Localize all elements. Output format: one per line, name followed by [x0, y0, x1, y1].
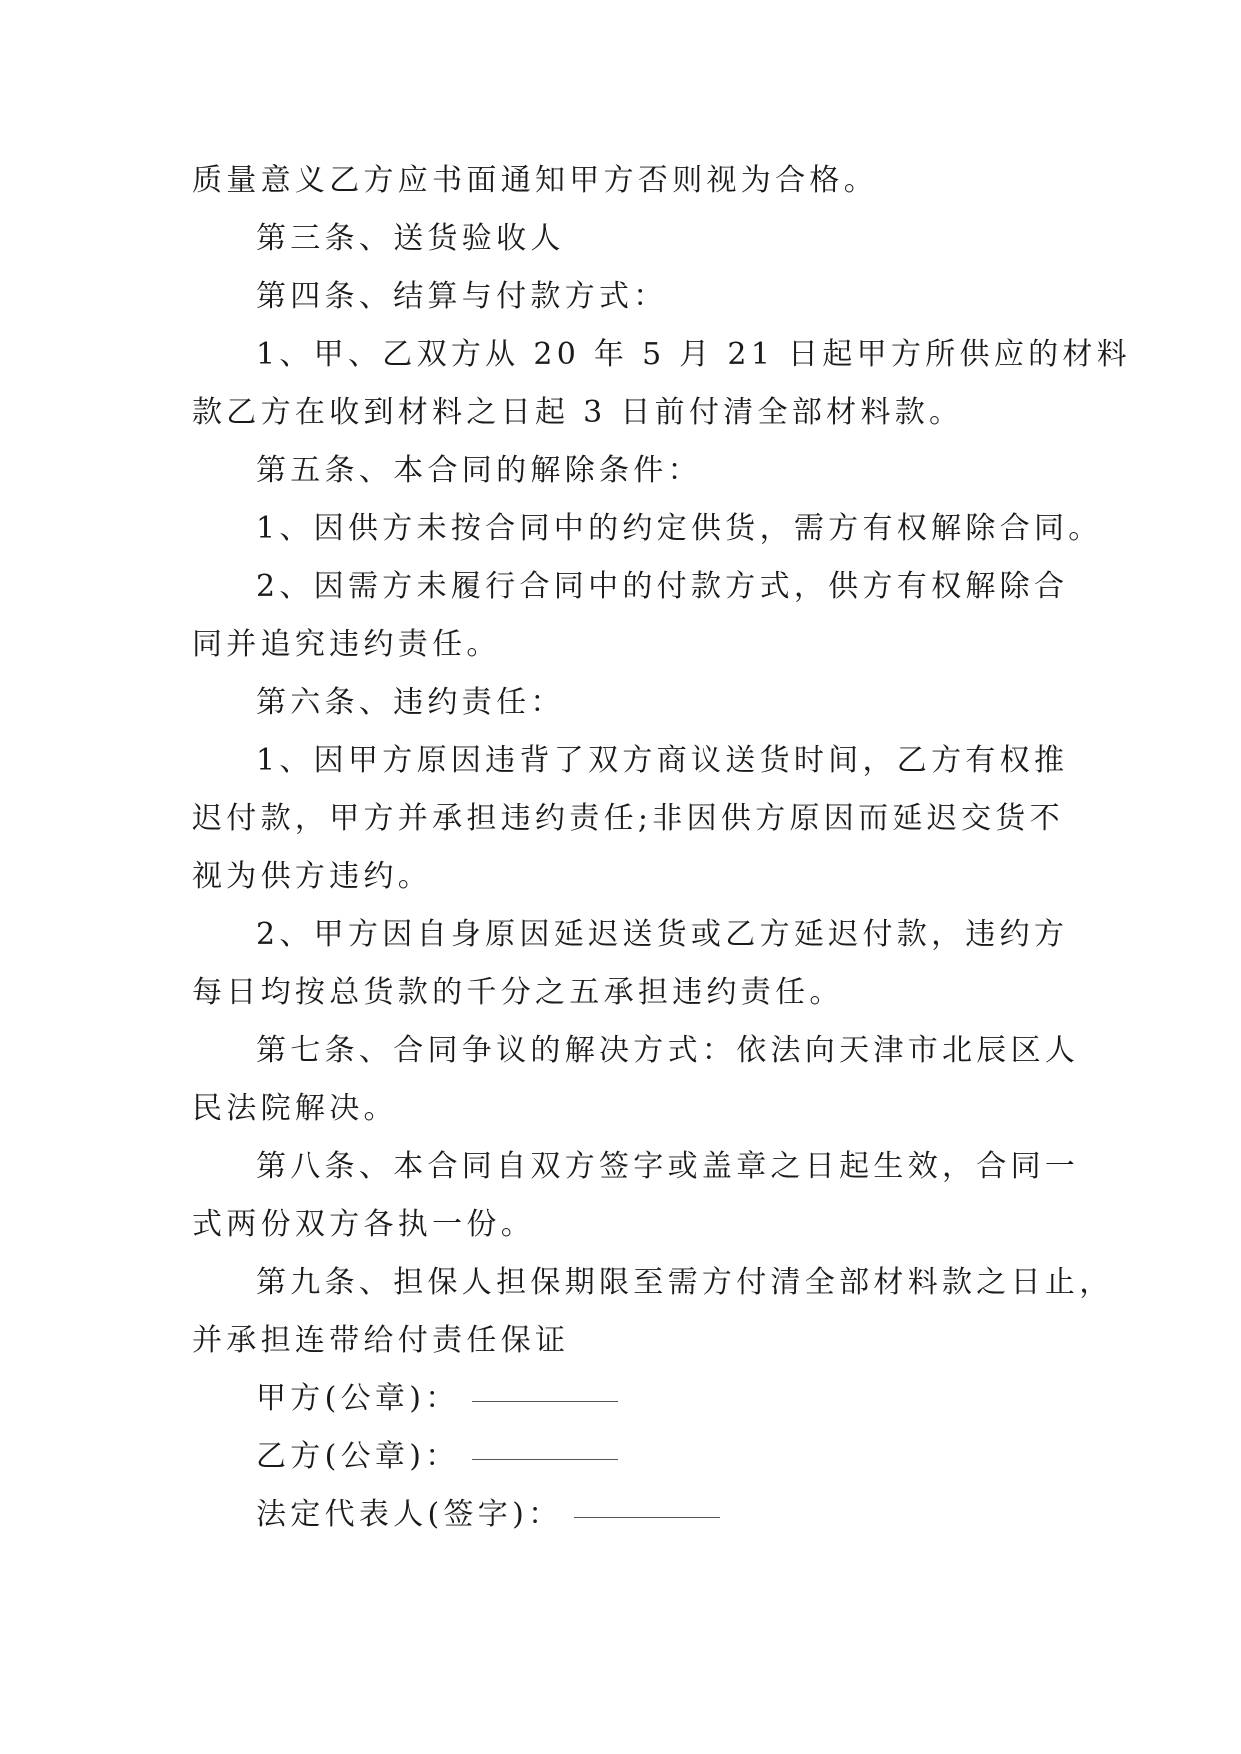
paragraph-line: 式两份双方各执一份。 — [192, 1207, 535, 1242]
signature-blank-party-b — [472, 1459, 618, 1460]
article-heading: 第四条、结算与付款方式： — [256, 279, 668, 314]
paragraph-line: 视为供方违约。 — [192, 859, 433, 894]
article-heading: 第三条、送货验收人 — [256, 221, 565, 256]
paragraph-line: 1、因供方未按合同中的约定供货，需方有权解除合同。 — [256, 511, 1103, 546]
paragraph-line: 并承担连带给付责任保证 — [192, 1323, 570, 1358]
article-heading: 第八条、本合同自双方签字或盖章之日起生效，合同一 — [256, 1149, 1080, 1184]
paragraph-line: 同并追究违约责任。 — [192, 627, 501, 662]
article-heading: 第七条、合同争议的解决方式：依法向天津市北辰区人 — [256, 1033, 1080, 1068]
contract-body — [192, 152, 1132, 1544]
signature-legal-rep — [192, 1486, 1062, 1544]
paragraph-line: 每日均按总货款的千分之五承担违约责任。 — [192, 975, 844, 1010]
signature-label-party-a: 甲方(公章)： — [256, 1381, 460, 1416]
signature-party-b — [192, 1428, 1062, 1486]
article-heading: 第五条、本合同的解除条件： — [256, 453, 702, 488]
paragraph-line: 迟付款，甲方并承担违约责任;非因供方原因而延迟交货不 — [192, 801, 1064, 836]
signature-blank-legal-rep — [574, 1517, 720, 1518]
paragraph-line: 2、甲方因自身原因延迟送货或乙方延迟付款，违约方 — [256, 917, 1069, 952]
paragraph-line: 1、因甲方原因违背了双方商议送货时间，乙方有权推 — [256, 743, 1069, 778]
paragraph-line: 款乙方在收到材料之日起 3 日前付清全部材料款。 — [192, 395, 964, 430]
paragraph-line: 1、甲、乙双方从 20 年 5 月 21 日起甲方所供应的材料 — [256, 337, 1132, 372]
signature-party-a — [192, 1370, 1062, 1428]
article-heading: 第九条、担保人担保期限至需方付清全部材料款之日止， — [256, 1265, 1114, 1300]
signature-label-legal-rep: 法定代表人(签字)： — [256, 1497, 563, 1532]
paragraph-line: 2、因需方未履行合同中的付款方式，供方有权解除合 — [256, 569, 1069, 604]
signature-label-party-b: 乙方(公章)： — [256, 1439, 460, 1474]
paragraph-line: 质量意义乙方应书面通知甲方否则视为合格。 — [192, 163, 878, 198]
article-heading: 第六条、违约责任： — [256, 685, 565, 720]
signature-blank-party-a — [472, 1401, 618, 1402]
paragraph-line: 民法院解决。 — [192, 1091, 398, 1126]
